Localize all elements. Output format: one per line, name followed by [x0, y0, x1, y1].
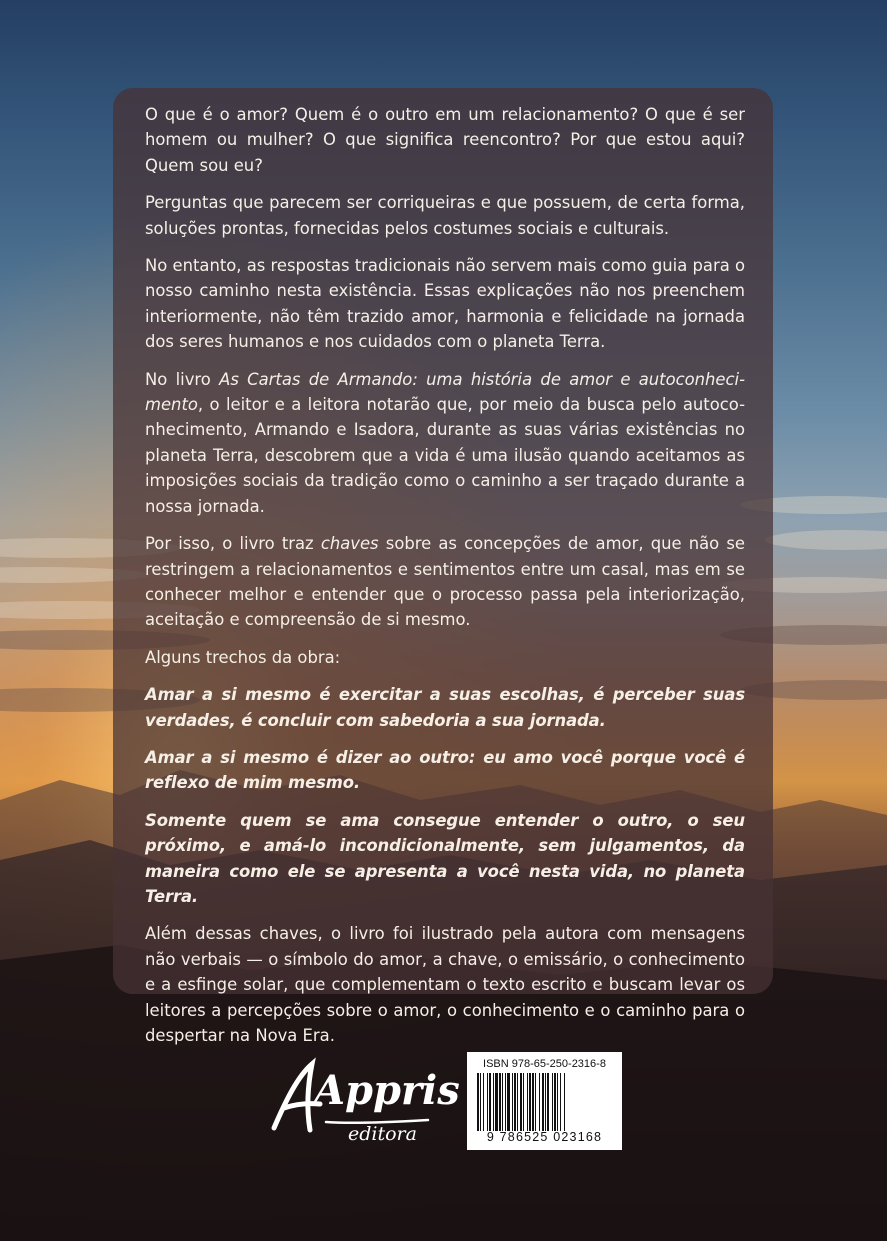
barcode-bar	[545, 1073, 546, 1131]
barcode-bars	[475, 1073, 614, 1131]
barcode-bar	[560, 1073, 561, 1131]
excerpt-quote: Amar a si mesmo é exercitar a suas escolhas, é perceber suas verdades, é concluir com sabedoria a sua jornada.	[145, 685, 745, 730]
barcode-bar	[520, 1073, 522, 1131]
emphasis-chaves: chaves	[320, 534, 379, 554]
synopsis-paragraph: Além dessas chaves, o livro foi ilustrado pela autora com mensagens não verbais — o símbolo do amor, a chave, o emissário, o conhecimento e a esfinge solar, que complementam o texto escrito e buscam levar os leitores a percepções sobre o amor, o conhecimento e o caminho para o despertar na Nova Era.	[145, 924, 745, 1045]
synopsis-paragraph: O que é o amor? Quem é o outro em um relacionamento? O que é ser homem ou mulher? O que significa reencontro? Por que estou aqui? Quem sou eu?	[145, 105, 745, 175]
barcode-bar	[507, 1073, 510, 1131]
synopsis-paragraph: No entanto, as respostas tradicionais não servem mais como guia para o nosso caminho nesta existência. Essas explicações não nos preenchem interiormente, não têm trazido amor, harmonia e felicidade na jornada dos seres humanos e nos cuidados com o planeta Terra.	[145, 256, 745, 352]
barcode-bar	[512, 1073, 513, 1131]
barcode-bar	[493, 1073, 494, 1131]
appris-editora-logo	[256, 1050, 460, 1150]
barcode-bar	[557, 1073, 558, 1131]
barcode-digits: 9 786525 023168	[486, 1130, 603, 1144]
barcode-bar	[554, 1073, 556, 1131]
text-run: Por isso, o livro traz	[145, 534, 321, 554]
barcode-bar	[529, 1073, 531, 1131]
barcode-bar	[535, 1073, 536, 1131]
isbn-barcode	[467, 1052, 622, 1150]
barcode-bar	[532, 1073, 534, 1131]
barcode-bar	[514, 1073, 516, 1131]
text-run: , o leitor e a leitora notarão que, por meio da busca pelo autoco-nhecimento, Armando e Isadora, durante as suas várias existências no planeta Terra, descobrem que a vida é uma ilusão quando aceitamos as imposições sociais da tradição como o caminho a ser traçado durante a nossa jornada.	[145, 395, 745, 516]
synopsis-paragraph-book-title	[145, 367, 745, 519]
barcode-bar	[487, 1073, 488, 1131]
excerpt-quote: Amar a si mesmo é dizer ao outro: eu amo você porque você é reflexo de mim mesmo.	[145, 747, 745, 793]
barcode-bar	[483, 1073, 484, 1131]
synopsis-panel	[113, 88, 773, 1045]
synopsis-paragraph: Perguntas que parecem ser corriqueiras e que possuem, de certa forma, soluções prontas, fornecidas pelos costumes sociais e culturais.	[145, 193, 745, 238]
barcode-bar	[477, 1073, 479, 1131]
barcode-bar	[542, 1073, 544, 1131]
isbn-label: ISBN 978-65-250-2316-8	[483, 1058, 606, 1070]
barcode-bar	[527, 1073, 528, 1131]
excerpts-intro: Alguns trechos da obra:	[145, 647, 341, 667]
text-run: No livro	[145, 369, 220, 389]
barcode-bar	[517, 1073, 518, 1131]
barcode-bar	[523, 1073, 524, 1131]
barcode-bar	[552, 1073, 553, 1131]
publisher-subtitle: editora	[348, 1123, 417, 1145]
barcode-bar	[495, 1073, 498, 1131]
publisher-name: Appris	[314, 1067, 460, 1114]
barcode-bar	[499, 1073, 501, 1131]
barcode-bar	[564, 1073, 565, 1131]
synopsis-paragraph-keys	[145, 531, 745, 633]
barcode-bar	[480, 1073, 481, 1131]
barcode-bar	[489, 1073, 491, 1131]
barcode-bar	[505, 1073, 506, 1131]
excerpt-quote: Somente quem se ama consegue entender o outro, o seu próximo, e amá-lo incondicionalmente, sem julgamentos, da maneira como ele se apresenta a você nesta vida, no planeta Terra.	[145, 810, 745, 906]
text-run: sobre as concepções de amor, que não se restringem a relacionamentos e sentimentos entre um casal, mas em se conhecer melhor e entender que o processo passa pela interiorização, aceitação e compreensão de si mesmo.	[145, 534, 745, 630]
book-title: As Cartas de Armando: uma história de amor e autoconheci-mento	[145, 369, 745, 415]
barcode-bar	[502, 1073, 503, 1131]
barcode-bar	[547, 1073, 549, 1131]
barcode-bar	[539, 1073, 540, 1131]
